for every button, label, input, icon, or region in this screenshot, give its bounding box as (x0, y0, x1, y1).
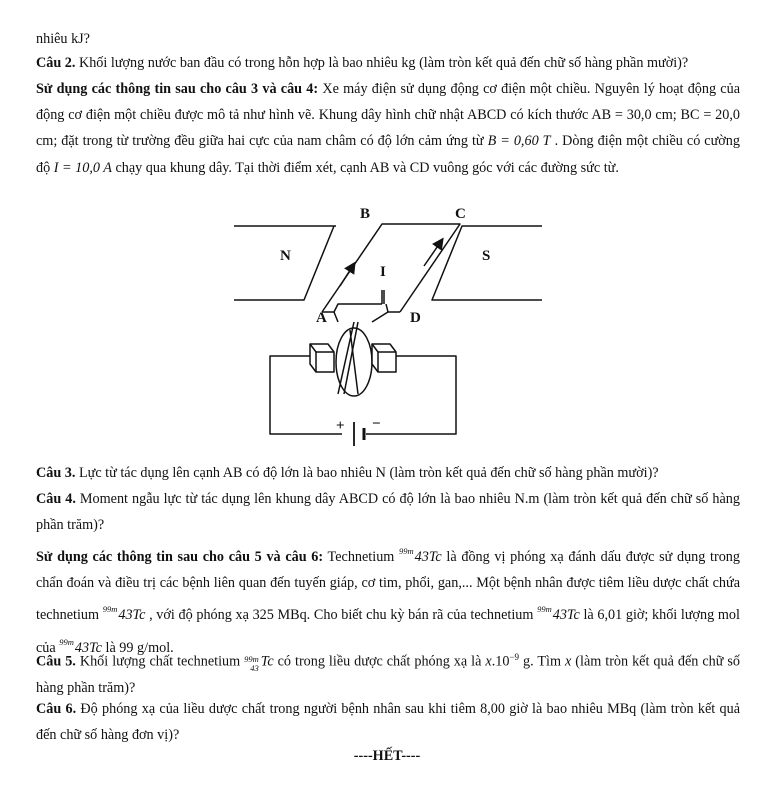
label-i: I (380, 264, 386, 280)
question-2-text: Khối lượng nước ban đầu có trong hỗn hợp là bao nhiêu kg (làm tròn kết quả đến chữ số hàng phần mười)? (75, 55, 689, 71)
question-4 (36, 486, 740, 538)
info-3-4-label: Sử dụng các thông tin sau cho câu 3 và câu 4: (36, 81, 319, 97)
question-6-text: Độ phóng xạ của liều dược chất trong người bệnh nhân sau khi tiêm 8,00 giờ là bao nhiêu MBq (làm tròn kết quả đến chữ số hàng đơn vị)? (36, 701, 740, 744)
question-6-label: Câu 6. (36, 701, 77, 717)
info-5-6-label: Sử dụng các thông tin sau cho câu 5 và câu 6: (36, 549, 324, 565)
question-3 (36, 460, 740, 486)
isotope-notation (244, 655, 259, 673)
question-5-t4: (làm tròn kết quả đến chữ số hàng phần trăm)? (36, 653, 740, 696)
question-3-label: Câu 3. (36, 465, 76, 481)
label-b: B (360, 206, 371, 222)
label-c: C (455, 206, 466, 222)
info-block-5-6 (36, 538, 740, 661)
end-marker: ----HẾT---- (353, 748, 421, 764)
isotope-atomic-number: 43 (250, 662, 259, 673)
isotope-symbol: 43Tc (118, 607, 146, 624)
info-3-4-text-a: Xe máy điện sử dụng động cơ điện một chiều. Nguyên lý hoạt động của động cơ điện một chiều được mô tả như hình vẽ. Khung dây hình chữ nhật ABCD có kích thước AB = 30,0 cm; BC = 20,0 cm; đặt trong từ trường đều giữa hai cực của nam châm có độ lớn cảm ứng từ (36, 81, 740, 150)
info-5-6-t3: , với độ phóng xạ 325 MBq. Cho biết chu kỳ bán rã của technetium (145, 607, 538, 624)
info-5-6-t5: là 99 g/mol. (101, 639, 174, 656)
isotope-superscript: 99m (59, 636, 74, 647)
isotope-superscript: 99m (399, 546, 414, 556)
power-exponent: −9 (509, 652, 520, 662)
isotope-superscript: 99m (537, 604, 552, 615)
isotope-symbol: 43Tc (414, 549, 442, 565)
isotope-superscript: 99m (102, 604, 118, 615)
question-2 (36, 50, 740, 76)
question-3-text: Lực từ tác dụng lên cạnh AB có độ lớn là bao nhiêu N (làm tròn kết quả đến chữ số hàng phần mười)? (75, 465, 659, 481)
info-3-4-text-c: chạy qua khung dây. Tại thời điểm xét, cạnh AB và CD vuông góc với các đường sức từ. (111, 159, 619, 176)
motor-diagram-drawing (224, 204, 552, 454)
question-6 (36, 696, 740, 748)
b-field-expression: B = 0,60 T (487, 133, 551, 150)
coil-frame (322, 224, 460, 312)
dc-motor-diagram (224, 204, 552, 454)
label-a: A (316, 310, 327, 326)
label-s: S (482, 248, 491, 264)
info-5-6-t4: là 6,01 giờ; khối lượng mol của (36, 607, 740, 656)
continuation-text: nhiêu kJ? (36, 31, 90, 47)
question-4-label: Câu 4. (36, 491, 76, 507)
info-5-6-t2: là đồng vị phóng xạ đánh dấu được sử dụng trong chẩn đoán và điều trị các bệnh liên quan đến tuyến giáp, cơ tim, phổi, gan,... Một bệnh nhân được tiêm liều dược chất chứa technetium (36, 549, 740, 624)
label-plus: + (336, 418, 345, 434)
question-5 (36, 644, 740, 701)
label-d: D (410, 310, 421, 326)
question-5-t2: có trong liều dược chất phóng xạ là (273, 653, 486, 670)
info-5-6-t1: Technetium (323, 549, 400, 565)
current-expression: I = 10,0 A (53, 159, 112, 176)
isotope-mass-number: 99m (244, 653, 259, 664)
question-5-t3: g. Tìm (519, 653, 565, 670)
label-minus: − (372, 416, 381, 432)
variable-x: x (485, 653, 492, 670)
variable-x: x (564, 653, 572, 670)
power-base: .10 (491, 653, 510, 670)
continuation-line (36, 26, 740, 52)
isotope-element: Tc (260, 653, 274, 670)
label-n: N (280, 248, 291, 264)
info-block-3-4 (36, 76, 740, 181)
question-5-t1: Khối lượng chất technetium (75, 653, 245, 670)
question-5-label: Câu 5. (36, 653, 76, 670)
question-2-label: Câu 2. (36, 55, 76, 71)
isotope-symbol: 43Tc (74, 639, 102, 656)
info-3-4-text-b: . Dòng điện một chiều có cường độ (36, 133, 740, 176)
question-4-text: Moment ngẫu lực từ tác dụng lên khung dây ABCD có độ lớn là bao nhiêu N.m (làm tròn kết quả đến chữ số hàng phần trăm)? (36, 491, 740, 534)
isotope-symbol: 43Tc (552, 607, 580, 624)
